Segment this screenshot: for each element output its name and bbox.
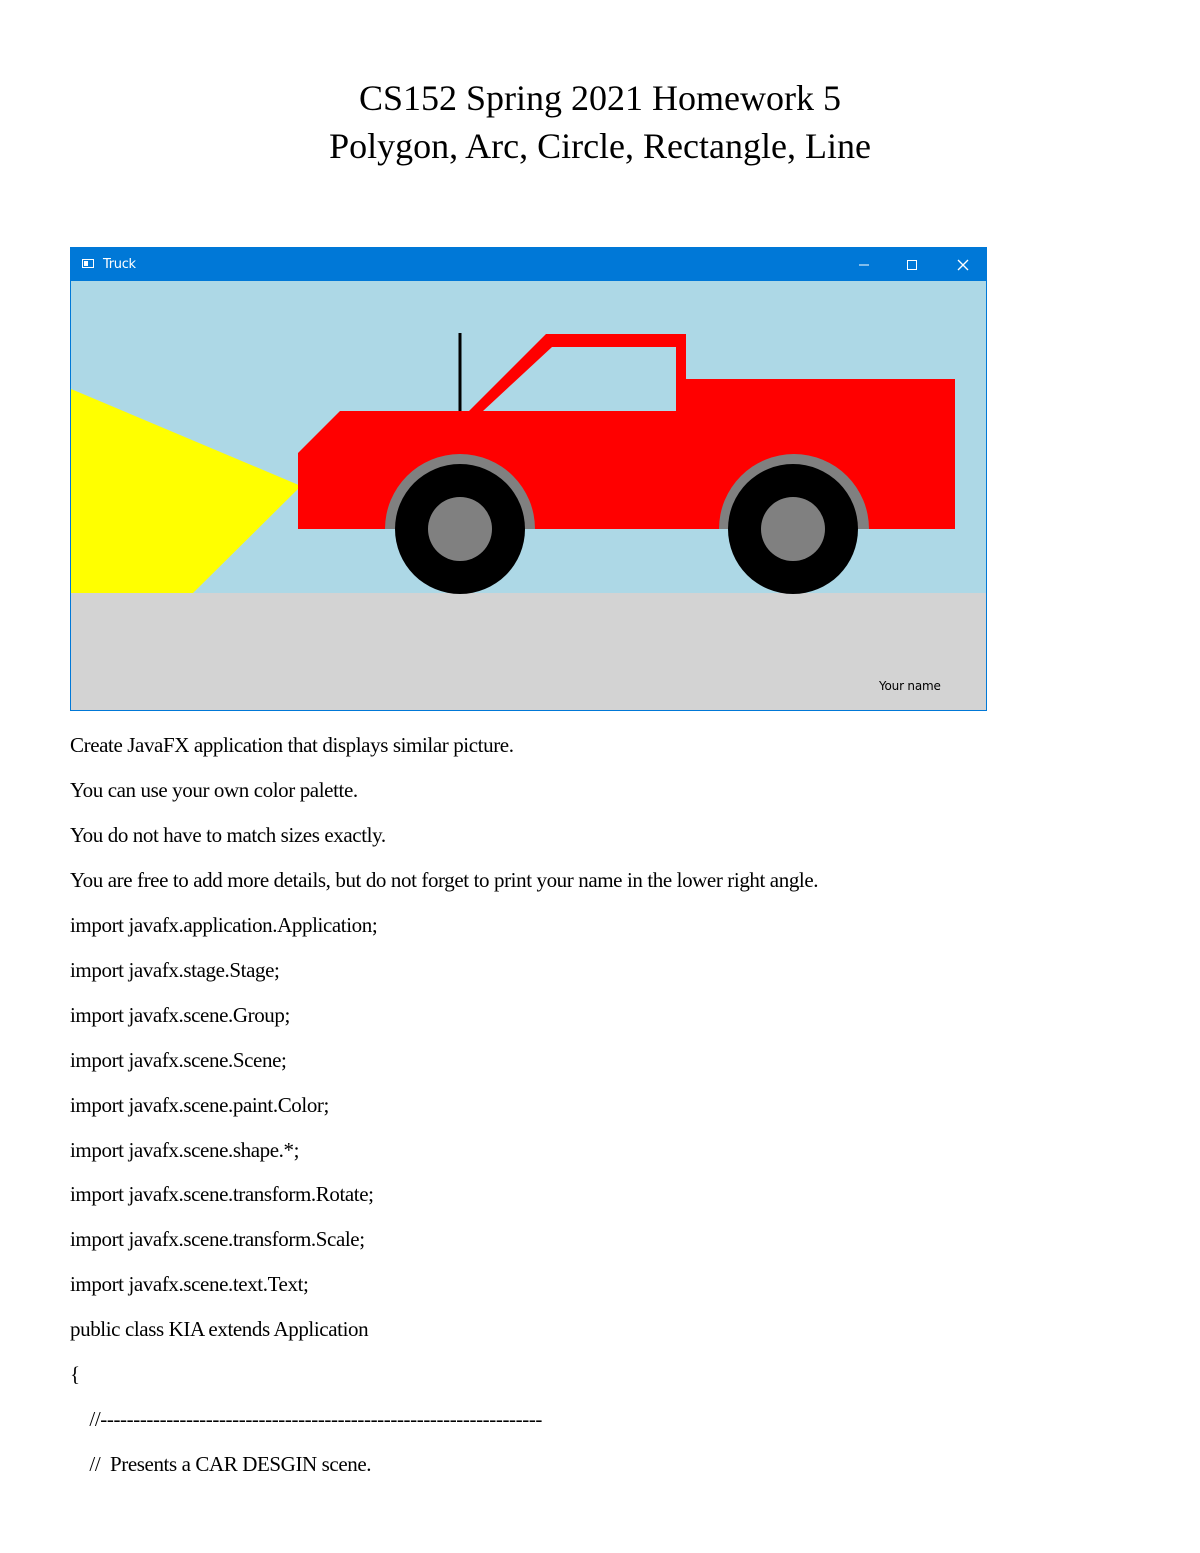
minimize-icon[interactable] <box>841 248 887 281</box>
code-line: // Presents a CAR DESGIN scene. <box>70 1452 372 1476</box>
code-line: { <box>70 1362 80 1386</box>
document-title <box>0 74 1200 170</box>
code-line: import javafx.scene.transform.Rotate; <box>70 1182 374 1206</box>
truck-window[interactable] <box>70 247 987 711</box>
title-line-1: CS152 Spring 2021 Homework 5 <box>358 78 841 118</box>
code-line: public class KIA extends Application <box>70 1317 369 1341</box>
code-line: import javafx.scene.transform.Scale; <box>70 1227 365 1251</box>
code-line: //------------------------------------------------------------------- <box>70 1407 543 1431</box>
title-line-2: Polygon, Arc, Circle, Rectangle, Line <box>329 126 871 166</box>
code-line: import javafx.scene.Scene; <box>70 1048 287 1072</box>
code-line: import javafx.application.Application; <box>70 913 378 937</box>
window-app-icon <box>82 259 94 268</box>
rear-hub <box>761 497 825 561</box>
instruction-line: You are free to add more details, but do not forget to print your name in the lower right angle. <box>70 868 819 892</box>
instruction-line: You do not have to match sizes exactly. <box>70 823 386 847</box>
close-icon[interactable] <box>939 248 985 281</box>
front-hub <box>428 497 492 561</box>
code-line: import javafx.scene.shape.*; <box>70 1138 300 1162</box>
your-name-label: Your name <box>879 679 941 693</box>
road <box>71 593 986 710</box>
window-titlebar[interactable] <box>71 248 986 281</box>
truck-scene <box>71 281 986 710</box>
code-line: import javafx.stage.Stage; <box>70 958 280 982</box>
code-line: import javafx.scene.text.Text; <box>70 1272 309 1296</box>
code-line: import javafx.scene.Group; <box>70 1003 290 1027</box>
code-line: import javafx.scene.paint.Color; <box>70 1093 329 1117</box>
instruction-line: Create JavaFX application that displays similar picture. <box>70 733 514 757</box>
maximize-icon[interactable] <box>889 248 935 281</box>
window-title: Truck <box>103 257 136 272</box>
instruction-line: You can use your own color palette. <box>70 778 358 802</box>
